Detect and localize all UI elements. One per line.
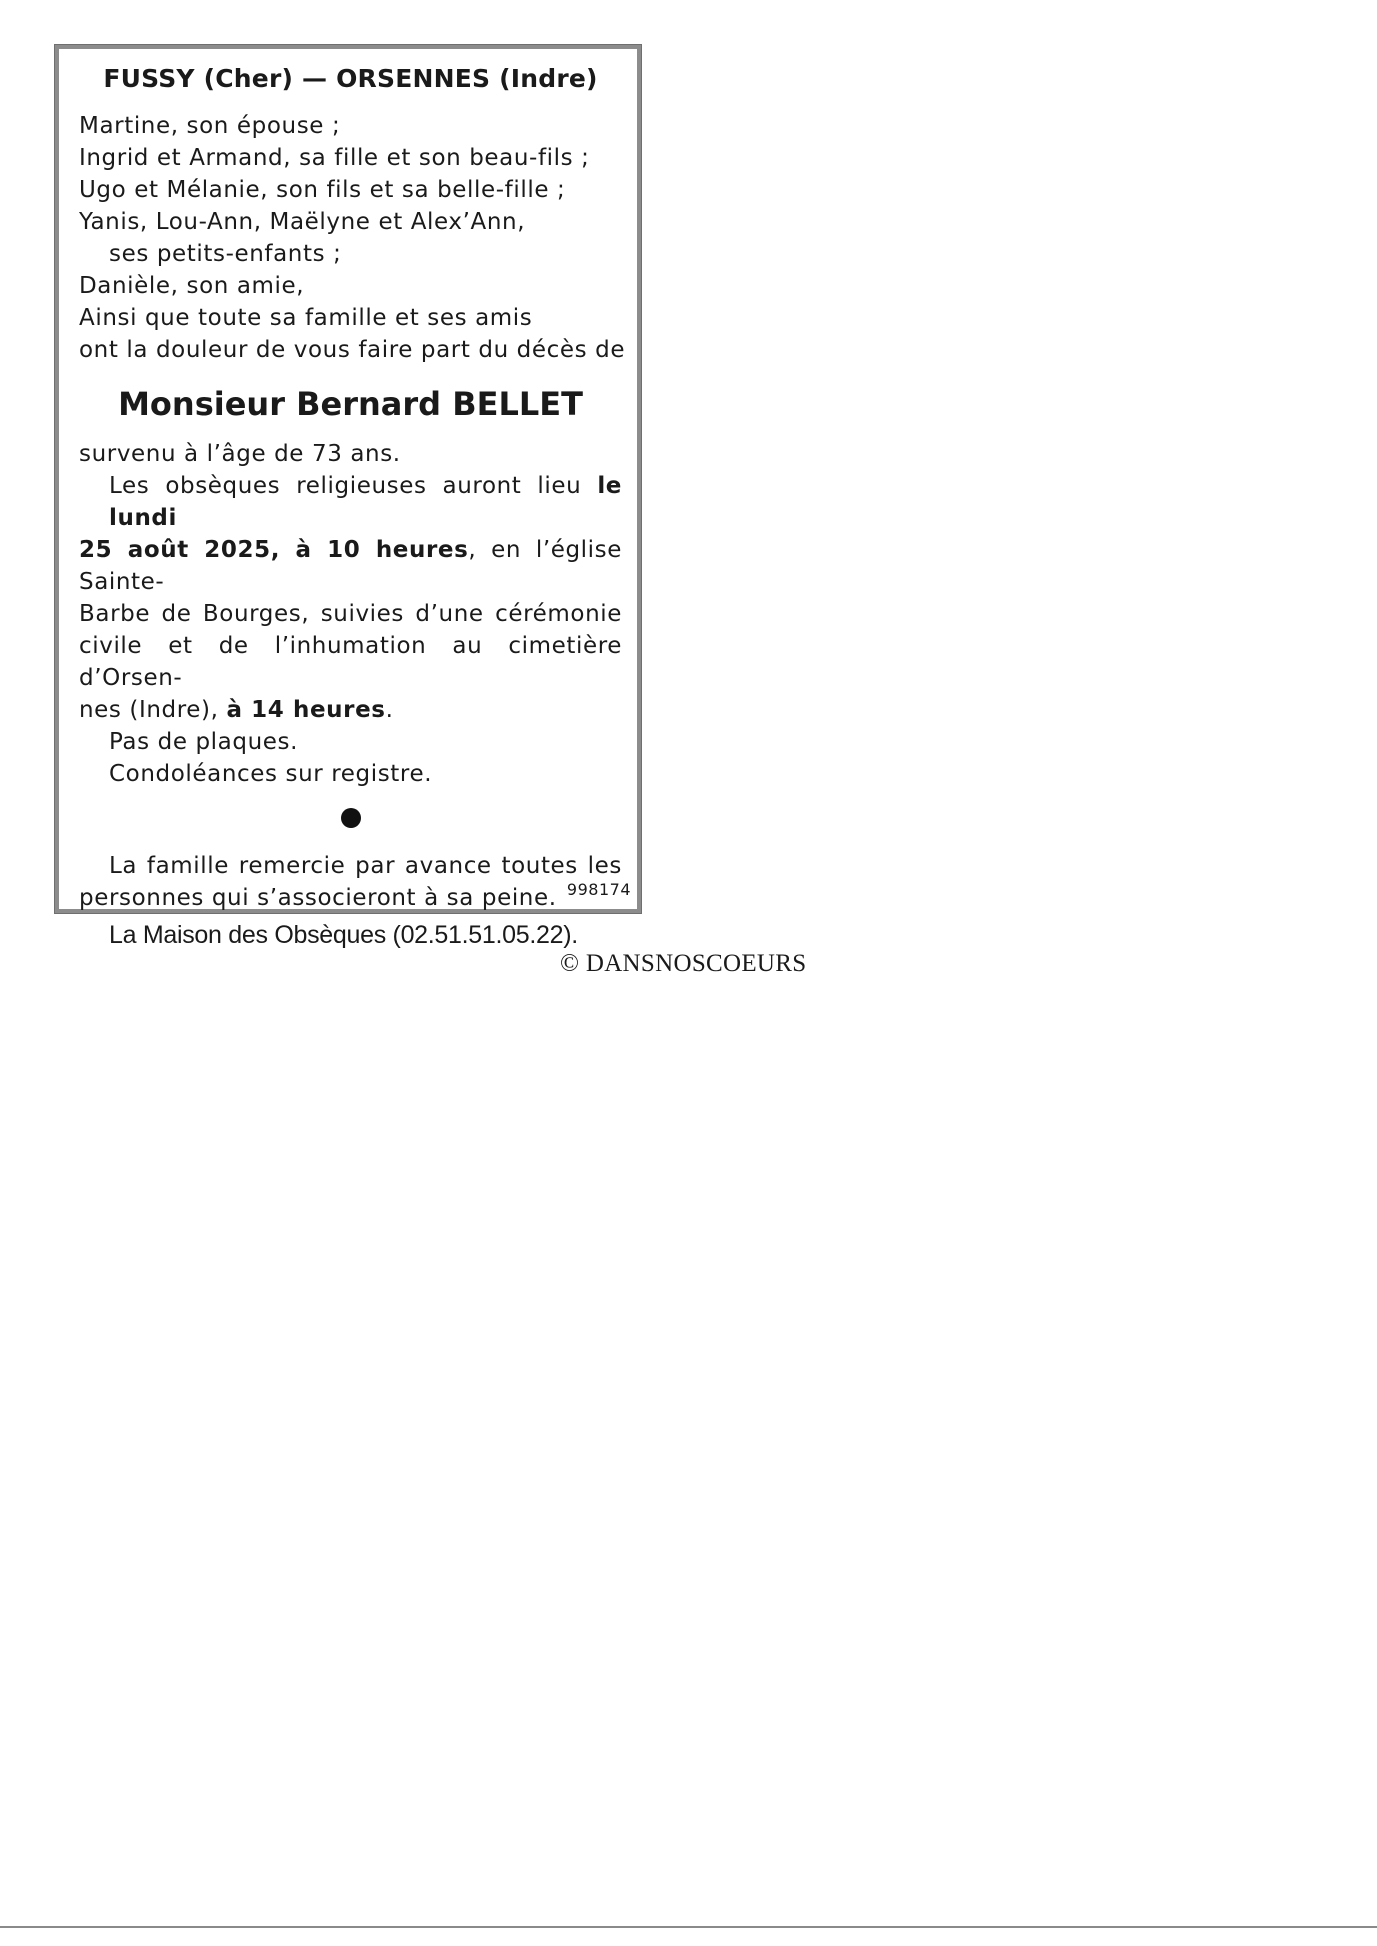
reference-number: 998174 [566, 880, 631, 899]
funeral-details-line-2 [79, 534, 622, 598]
thanks-line-1: La famille remercie par avance toutes les [109, 853, 622, 879]
family-line: Danièle, son amie, [79, 273, 305, 299]
page-bottom-rule [0, 1926, 1377, 1928]
family-line: ses petits-enfants ; [109, 241, 342, 267]
funeral-text: Les obsèques religieuses auront lieu [109, 473, 598, 499]
family-line: Ugo et Mélanie, son fils et sa belle-fille ; [79, 177, 566, 203]
family-line: ont la douleur de vous faire part du décès de [79, 337, 626, 363]
family-line: Ingrid et Armand, sa fille et son beau-fils ; [79, 145, 590, 171]
funeral-details-line-1 [79, 470, 622, 534]
funeral-text: , en l’église Sainte- [79, 537, 622, 595]
separator-bullet [341, 808, 361, 828]
burial-time: à 14 heures [226, 697, 386, 723]
funeral-details-line-3: Barbe de Bourges, suivies d’une cérémonie [79, 601, 622, 627]
family-line: Martine, son épouse ; [79, 113, 341, 139]
obituary-content [79, 63, 626, 952]
funeral-details-line-5 [79, 694, 622, 726]
thanks-line-2: personnes qui s’associeront à sa peine. [79, 885, 557, 911]
deceased-name: Monsieur Bernard BELLET [118, 385, 583, 423]
funeral-date-day: le lundi [109, 473, 622, 531]
funeral-details-line-4: civile et de l’inhumation au cimetière d’Orsen- [79, 633, 622, 691]
funeral-text: nes (Indre), [79, 697, 227, 723]
copyright-text: © DANSNOSCOEURS [560, 950, 807, 977]
family-line: Ainsi que toute sa famille et ses amis [79, 305, 533, 331]
notice-heading: FUSSY (Cher) — ORSENNES (Indre) [103, 64, 598, 93]
no-plaques-line: Pas de plaques. [109, 729, 298, 755]
family-line: Yanis, Lou-Ann, Maëlyne et Alex’Ann, [79, 209, 526, 235]
age-line: survenu à l’âge de 73 ans. [79, 441, 401, 467]
funeral-date-time: 25 août 2025, à 10 heures [79, 537, 469, 563]
funeral-text: . [385, 697, 394, 723]
obituary-notice [54, 44, 642, 949]
condolences-line: Condoléances sur registre. [109, 761, 433, 787]
funeral-home-line: La Maison des Obsèques (02.51.51.05.22). [109, 921, 578, 949]
